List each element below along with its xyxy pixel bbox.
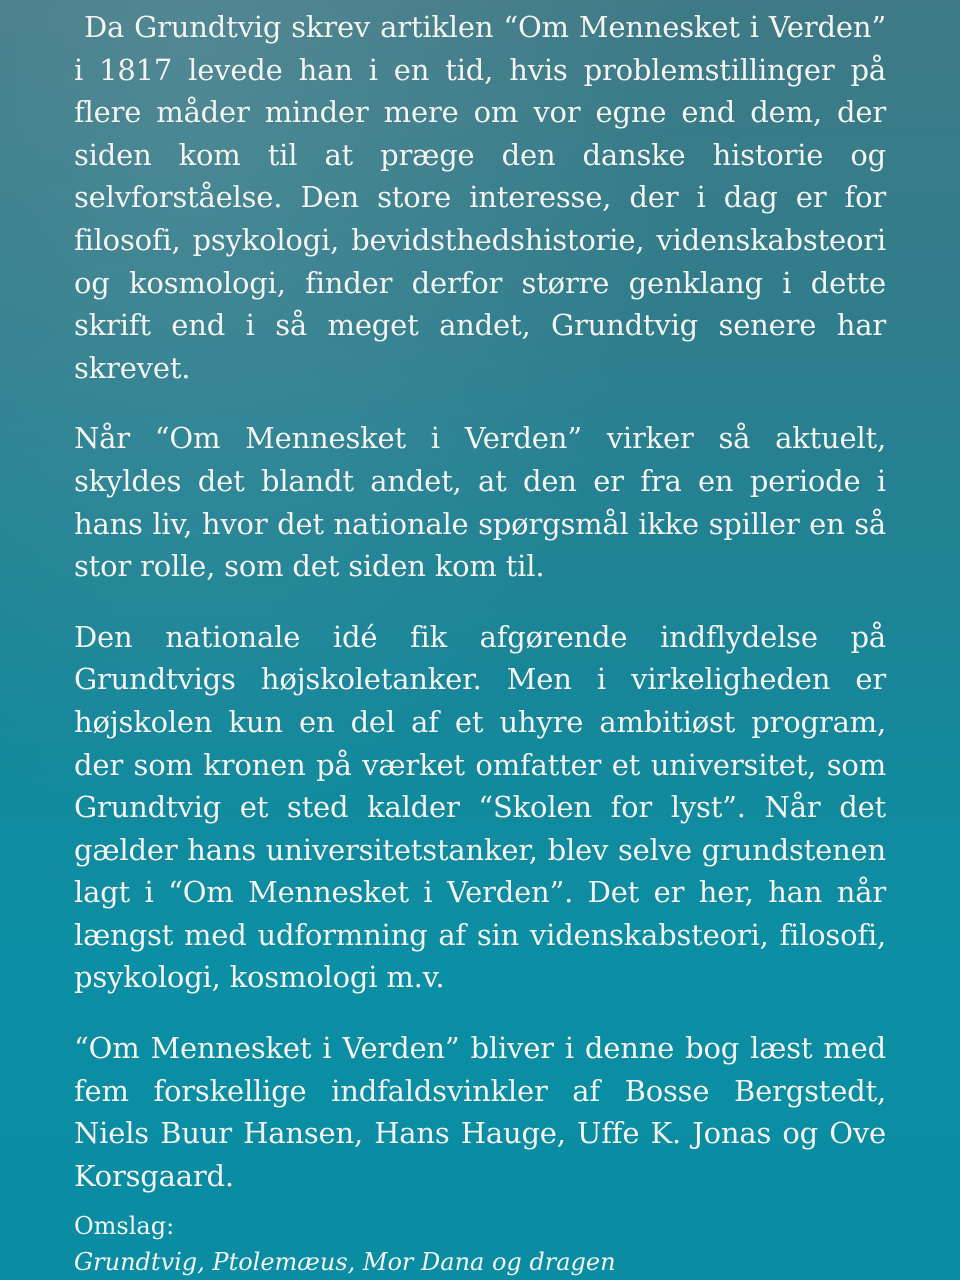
blurb-paragraph-2: Når “Om Mennesket i Verden” virker så aktuelt, skyldes det blandt andet, at den er fra en periode i hans liv, hvor det nationale spørgsmål ikke spiller en så stor rolle, som det siden kom til. — [74, 421, 886, 584]
cover-credit-label: Omslag: — [74, 1212, 175, 1240]
blurb-paragraph-1: Da Grundtvig skrev artiklen “Om Mennesket i Verden” i 1817 levede han i en tid, hvis problemstillinger på flere måder minder mere om vor egne end dem, der siden kom til at præge den danske historie og selvforståelse. Den store interesse, der i dag er for filosofi, psykologi, bevidsthedshistorie, videnskabsteori og kosmologi, finder derfor større genklang i dette skrift end i så meget andet, Grundtvig senere har skrevet. — [74, 10, 886, 385]
blurb-paragraph-4: “Om Mennesket i Verden” bliver i denne bog læst med fem forskellige indfaldsvinkler af Bosse Bergstedt, Niels Buur Hansen, Hans Hauge, Uffe K. Jonas og Ove Korsgaard. — [74, 1031, 886, 1193]
cover-credits — [74, 1208, 886, 1280]
cover-credit-caption: Grundtvig, Ptolemæus, Mor Dana og dragen — [74, 1248, 616, 1276]
blurb-paragraph-3: Den nationale idé fik afgørende indflydelse på Grundtvigs højskoletanker. Men i virkeligheden er højskolen kun en del af et uhyre ambitiøst program, der som kronen på værket omfatter et universitet, som Grundtvig et sted kalder “Skolen for lyst”. Når det gælder hans universitetstanker, blev selve grundstenen lagt i “Om Mennesket i Verden”. Det er her, han når længst med udformning af sin videnskabsteori, filosofi, psykologi, kosmologi m.v. — [74, 619, 886, 995]
blurb-text — [74, 6, 886, 1225]
